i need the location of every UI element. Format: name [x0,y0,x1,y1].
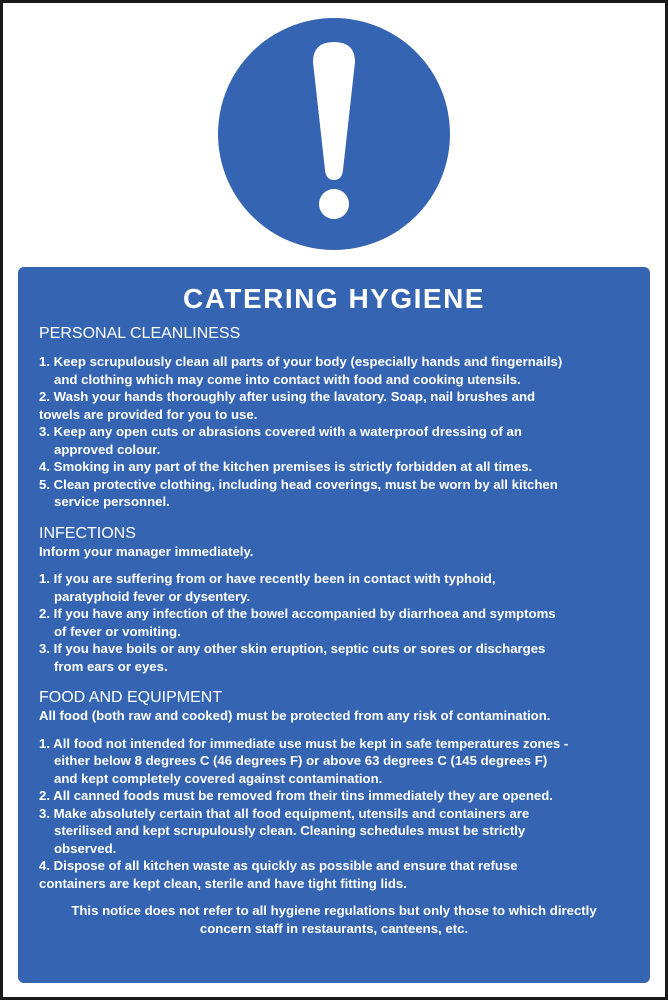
list-item: 3. Make absolutely certain that all food equipment, utensils and containers are sterilised and kept scrupulously clean. Cleaning schedules must be strictly observed. [39,805,530,856]
list-item: 4. Smoking in any part of the kitchen premises is strictly forbidden at all times. [39,459,533,474]
sign-title: CATERING HYGIENE [183,283,485,314]
section-personal-cleanliness [39,324,650,511]
list-item: 2. All canned foods must be removed from their tins immediately they are opened. [39,788,553,803]
list-item: 2. Wash your hands thoroughly after using the lavatory. Soap, nail brushes and towels are provided for you to use. [39,389,536,422]
section-food-and-equipment [39,688,650,892]
list-item: 5. Clean protective clothing, including head coverings, must be worn by all kitchen service personnel. [39,476,558,509]
list-item: 1. Keep scrupulously clean all parts of your body (especially hands and fingernails) and clothing which may come into contact with food and cooking utensils. [39,354,563,387]
section-intro: Inform your manager immediately. [39,543,254,559]
section-infections [39,524,650,676]
mandatory-sign-icon [218,18,450,250]
section-heading: FOOD AND EQUIPMENT [39,689,223,706]
list-item: 3. If you have boils or any other skin eruption, septic cuts or sores or discharges from ears or eyes. [39,641,546,674]
section-heading: INFECTIONS [39,524,136,542]
list-item: 1. If you are suffering from or have recently been in contact with typhoid, paratyphoid fever or dysentery. [39,571,496,604]
list-item: 3. Keep any open cuts or abrasions covered with a waterproof dressing of an approved colour. [39,424,522,457]
sign-panel [18,267,650,983]
list-item: 2. If you have any infection of the bowel accompanied by diarrhoea and symptoms of fever or vomiting. [39,606,556,639]
list-item: 1. All food not intended for immediate use must be kept in safe temperatures zones - either below 8 degrees C (46 degrees F) or above 63 degrees C (145 degrees F) and kept completely covered against contamination. [39,735,569,786]
exclamation-mandatory-icon [218,18,450,250]
list-item: 4. Dispose of all kitchen waste as quickly as possible and ensure that refuse containers are kept clean, sterile and have tight fitting lids. [39,858,518,891]
footer-note: This notice does not refer to all hygiene regulations but only those to which directly concern staff in restaurants, canteens, etc. [71,903,597,936]
section-intro: All food (both raw and cooked) must be protected from any risk of contamination. [39,708,551,723]
section-heading: PERSONAL CLEANLINESS [39,325,241,342]
